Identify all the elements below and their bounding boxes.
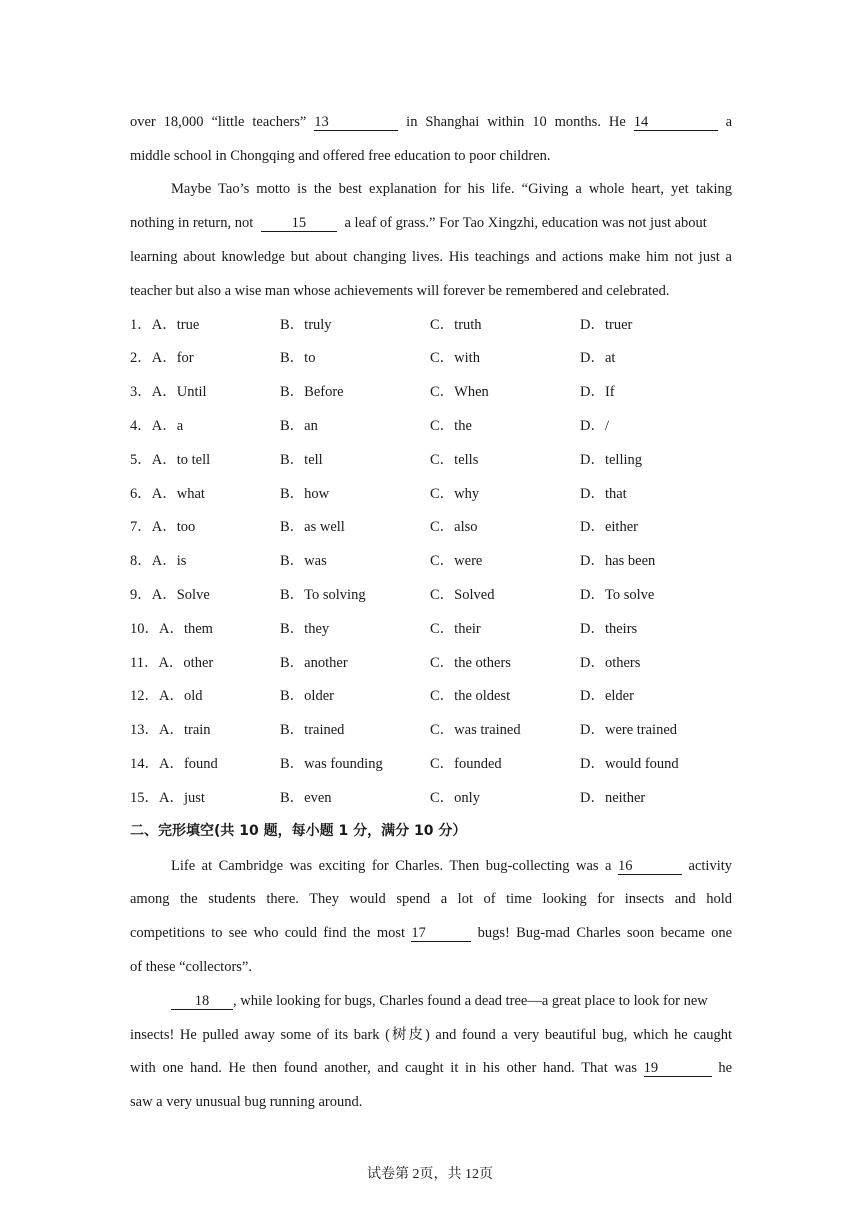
option-d: D．If xyxy=(580,384,615,400)
option-c: C．When xyxy=(430,384,489,400)
passage-line: middle school in Chongqing and offered free education to poor children. xyxy=(130,148,551,164)
option-a: 15．A．just xyxy=(130,790,205,806)
question-row xyxy=(130,619,732,639)
question-row xyxy=(130,686,732,706)
question-row xyxy=(130,382,732,402)
option-b: B．was founding xyxy=(280,756,383,772)
question-row xyxy=(130,551,732,571)
option-b: B．to xyxy=(280,350,316,366)
page-footer: 试卷第 2页，共 12页 xyxy=(367,1167,493,1182)
passage-line xyxy=(130,1058,732,1078)
option-c: C．the oldest xyxy=(430,688,511,704)
question-row xyxy=(130,517,732,537)
passage-line xyxy=(171,991,732,1011)
option-b: B．Before xyxy=(280,384,344,400)
option-a: 2．A．for xyxy=(130,350,194,366)
text: competitions to see who could find the most xyxy=(130,925,406,941)
text: Life at Cambridge was exciting for Charles. Then bug-collecting was a xyxy=(171,858,612,874)
passage-line: Maybe Tao’s motto is the best explanation for his life. “Giving a whole heart, yet taking xyxy=(171,181,732,197)
blank-15: 15 xyxy=(261,215,337,232)
text: he xyxy=(718,1060,733,1076)
option-d: D．others xyxy=(580,655,641,671)
option-b: B．how xyxy=(280,486,330,502)
option-b: B．tell xyxy=(280,452,323,468)
option-d: D．either xyxy=(580,519,638,535)
option-a: 7．A．too xyxy=(130,519,196,535)
option-b: B．trained xyxy=(280,722,345,738)
option-b: B．older xyxy=(280,688,334,704)
option-a: 13．A．train xyxy=(130,722,211,738)
option-a: 5．A．to tell xyxy=(130,452,211,468)
option-c: C．Solved xyxy=(430,587,495,603)
option-b: B．even xyxy=(280,790,332,806)
section-heading: 二、完形填空(共 10 题，每小题 1 分，满分 10 分） xyxy=(130,823,467,839)
text: activity xyxy=(688,858,733,874)
passage-line xyxy=(130,213,732,233)
option-a: 3．A．Until xyxy=(130,384,207,400)
option-c: C．the others xyxy=(430,655,511,671)
passage-line: of these “collectors”. xyxy=(130,959,252,975)
option-c: C．their xyxy=(430,621,481,637)
option-d: D．has been xyxy=(580,553,656,569)
option-d: D．truer xyxy=(580,317,633,333)
option-d: D．were trained xyxy=(580,722,678,738)
blank-17: 17 xyxy=(411,925,471,942)
text: in Shanghai within 10 months. He xyxy=(406,114,626,130)
option-d: D．at xyxy=(580,350,616,366)
blank-13: 13 xyxy=(314,114,398,131)
option-d: D．/ xyxy=(580,418,609,434)
text: , while looking for bugs, Charles found a dead tree—a great place to look for new xyxy=(233,993,708,1009)
passage-line: teacher but also a wise man whose achievements will forever be remembered and celebrated. xyxy=(130,283,670,299)
passage-line: insects! He pulled away some of its bark (树皮) and found a very beautiful bug, which he caught xyxy=(130,1027,732,1043)
option-c: C．truth xyxy=(430,317,482,333)
question-row xyxy=(130,416,732,436)
text: a leaf of grass.” For Tao Xingzhi, education was not just about xyxy=(344,215,707,231)
option-b: B．To solving xyxy=(280,587,366,603)
option-a: 1．A．true xyxy=(130,317,200,333)
option-c: C．tells xyxy=(430,452,479,468)
blank-14: 14 xyxy=(634,114,718,131)
question-row xyxy=(130,754,732,774)
passage-line xyxy=(130,923,732,943)
question-row xyxy=(130,653,732,673)
option-a: 12．A．old xyxy=(130,688,203,704)
option-b: B．an xyxy=(280,418,318,434)
option-c: C．founded xyxy=(430,756,502,772)
blank-18: 18 xyxy=(171,993,233,1010)
option-d: D．theirs xyxy=(580,621,638,637)
option-a: 14．A．found xyxy=(130,756,218,772)
option-a: 8．A．is xyxy=(130,553,187,569)
option-c: C．with xyxy=(430,350,480,366)
option-c: C．the xyxy=(430,418,472,434)
option-a: 4．A．a xyxy=(130,418,184,434)
text: with one hand. He then found another, and caught it in his other hand. That was xyxy=(130,1060,637,1076)
option-c: C．why xyxy=(430,486,480,502)
option-c: C．were xyxy=(430,553,483,569)
passage-line: saw a very unusual bug running around. xyxy=(130,1094,363,1110)
text: nothing in return, not xyxy=(130,215,254,231)
text: over 18,000 “little teachers” xyxy=(130,114,307,130)
question-row xyxy=(130,720,732,740)
option-b: B．they xyxy=(280,621,330,637)
option-d: D．would found xyxy=(580,756,679,772)
question-row xyxy=(130,450,732,470)
text: a xyxy=(725,114,733,130)
option-d: D．To solve xyxy=(580,587,655,603)
question-row xyxy=(130,484,732,504)
question-row xyxy=(130,585,732,605)
passage-line xyxy=(130,112,732,132)
option-c: C．also xyxy=(430,519,478,535)
blank-16: 16 xyxy=(618,858,682,875)
option-b: B．as well xyxy=(280,519,345,535)
passage-line xyxy=(171,856,732,876)
passage-line: learning about knowledge but about changing lives. His teachings and actions make him not just a xyxy=(130,249,732,265)
option-a: 10．A．them xyxy=(130,621,213,637)
passage-line: among the students there. They would spend a lot of time looking for insects and hold xyxy=(130,891,732,907)
option-c: C．was trained xyxy=(430,722,521,738)
question-row xyxy=(130,788,732,808)
option-a: 11．A．other xyxy=(130,655,214,671)
option-d: D．neither xyxy=(580,790,646,806)
option-d: D．that xyxy=(580,486,627,502)
option-a: 6．A．what xyxy=(130,486,205,502)
option-b: B．was xyxy=(280,553,327,569)
blank-19: 19 xyxy=(644,1060,712,1077)
option-d: D．telling xyxy=(580,452,643,468)
text: bugs! Bug-mad Charles soon became one xyxy=(477,925,733,941)
question-row xyxy=(130,315,732,335)
option-a: 9．A．Solve xyxy=(130,587,210,603)
question-row xyxy=(130,348,732,368)
option-c: C．only xyxy=(430,790,480,806)
option-b: B．truly xyxy=(280,317,332,333)
option-b: B．another xyxy=(280,655,348,671)
option-d: D．elder xyxy=(580,688,634,704)
